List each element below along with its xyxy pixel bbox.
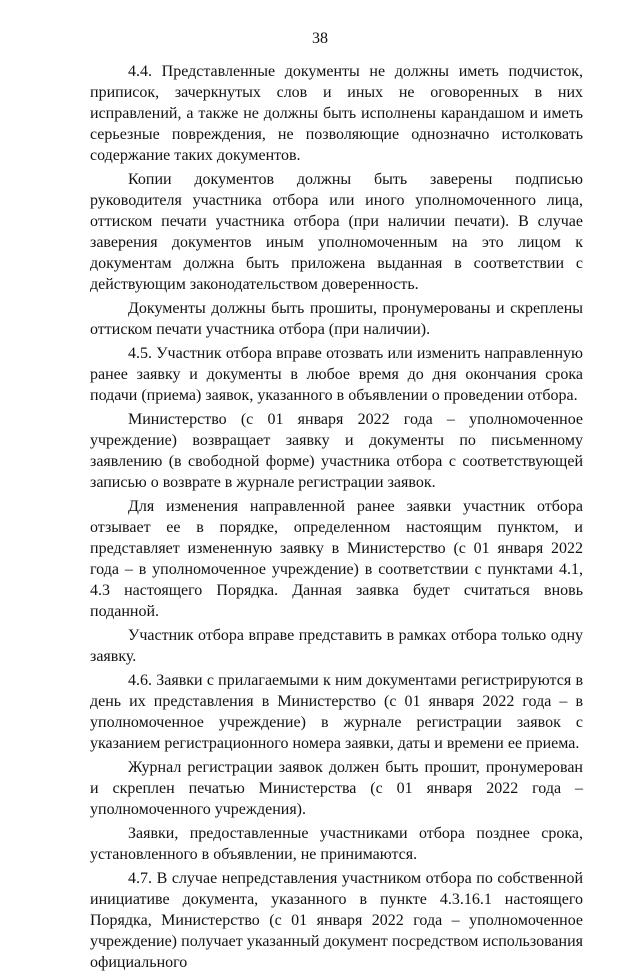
paragraph-application-change: Для изменения направленной ранее заявки участник отбора отзывает ее в порядке, определенном настоящим пунктом, и представляет измененную заявку в Министерство (с 01 января 2022 года – в уполномоченное учреждение) в соответствии с пунктами 4.1, 4.3 настоящего Порядка. Данная заявка будет считаться вновь поданной. (90, 498, 583, 620)
paragraph-late-applications: Заявки, предоставленные участниками отбора позднее срока, установленного в объявлении, не принимаются. (90, 825, 583, 863)
paragraph-journal: Журнал регистрации заявок должен быть прошит, пронумерован и скреплен печатью Министерства (с 01 января 2022 года – уполномоченного учреждения). (90, 759, 583, 818)
paragraph-documents-stitched: Документы должны быть прошиты, пронумерованы и скреплены оттиском печати участника отбора (при наличии). (90, 300, 583, 338)
paragraph-4-7: 4.7. В случае непредставления участником отбора по собственной инициативе документа, указанного в пункте 4.3.16.1 настоящего Порядка, Министерство (с 01 января 2022 года – уполномоченное учреждение) получает указанный документ посредством использования официального (90, 870, 583, 971)
document-body (90, 61, 583, 976)
page-number: 38 (312, 30, 328, 47)
paragraph-ministry-returns: Министерство (с 01 января 2022 года – уполномоченное учреждение) возвращает заявку и документы по письменному заявлению (в свободной форме) участника отбора с соответствующей записью о возврате в журнале регистрации заявок. (90, 411, 583, 491)
paragraph-4-5: 4.5. Участник отбора вправе отозвать или изменить направленную ранее заявку и документы в любое время до дня окончания срока подачи (приема) заявок, указанного в объявлении о проведении отбора. (90, 345, 583, 404)
paragraph-4-6: 4.6. Заявки с прилагаемыми к ним документами регистрируются в день их представления в Министерство (с 01 января 2022 года – в уполномоченное учреждение) в журнале регистрации заявок с указанием регистрационного номера заявки, даты и времени ее приема. (90, 672, 583, 752)
paragraph-one-application: Участник отбора вправе представить в рамках отбора только одну заявку. (90, 627, 583, 665)
paragraph-copies-certification: Копии документов должны быть заверены подписью руководителя участника отбора или иного уполномоченного лица, оттиском печати участника отбора (при наличии печати). В случае заверения документов иным уполномоченным на это лицом к документам должна быть приложена выданная в соответствии с действующим законодательством доверенность. (90, 171, 583, 293)
paragraph-4-4: 4.4. Представленные документы не должны иметь подчисток, приписок, зачеркнутых слов и иных не оговоренных в них исправлений, а также не должны быть исполнены карандашом и иметь серьезные повреждения, не позволяющие однозначно истолковать содержание таких документов. (90, 63, 583, 164)
